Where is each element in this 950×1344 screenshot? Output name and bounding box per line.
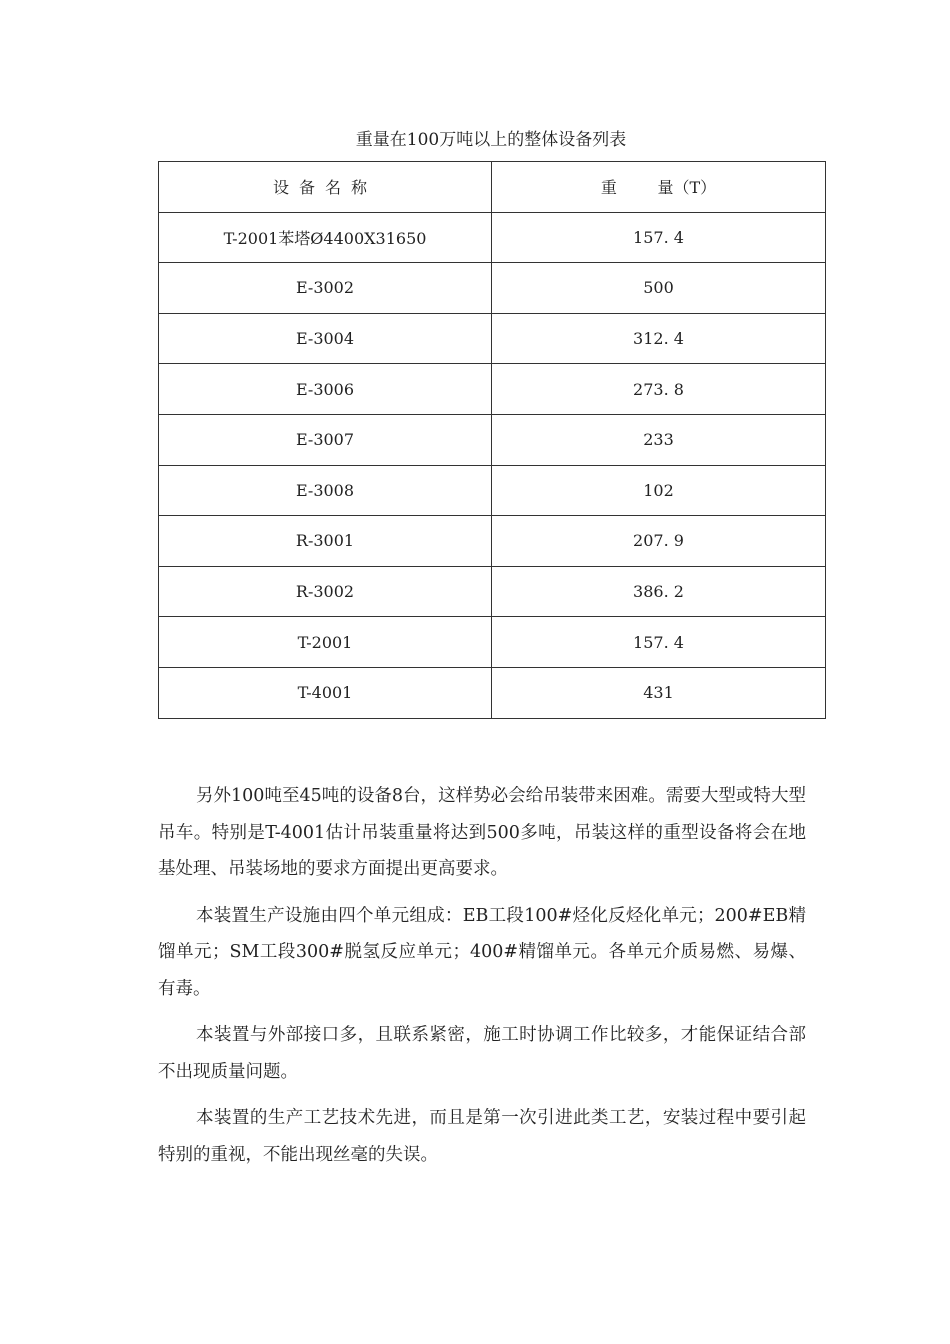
paragraph: 本装置生产设施由四个单元组成：EB工段100#烃化反烃化单元；200#EB精馏单元；SM工段300#脱氢反应单元；400#精馏单元。各单元介质易燃、易爆、有毒。: [158, 905, 806, 999]
body-text: [158, 778, 806, 1183]
equipment-name-cell: T-2001苯塔Ø4400X31650: [159, 212, 492, 263]
paragraph: 本装置与外部接口多，且联系紧密，施工时协调工作比较多，才能保证结合部不出现质量问题。: [158, 1025, 806, 1082]
equipment-name-cell: T-2001: [159, 617, 492, 668]
column-header-name: 设备名称: [159, 162, 492, 213]
table-row: [159, 212, 826, 263]
equipment-name-cell: E-3007: [159, 414, 492, 465]
table-title: 重量在100万吨以上的整体设备列表: [355, 130, 627, 150]
weight-cell: 431: [492, 667, 826, 718]
equipment-name-cell: E-3004: [159, 313, 492, 364]
equipment-name-cell: R-3002: [159, 566, 492, 617]
weight-cell: 157. 4: [492, 617, 826, 668]
weight-cell: 386. 2: [492, 566, 826, 617]
table-row: [159, 414, 826, 465]
paragraph: 本装置的生产工艺技术先进，而且是第一次引进此类工艺，安装过程中要引起特别的重视，不能出现丝毫的失误。: [158, 1108, 806, 1165]
weight-cell: 500: [492, 263, 826, 314]
table-row: [159, 313, 826, 364]
weight-cell: 312. 4: [492, 313, 826, 364]
table-row: [159, 667, 826, 718]
equipment-name-cell: E-3002: [159, 263, 492, 314]
table-row: [159, 516, 826, 567]
table-header-row: [159, 162, 826, 213]
table-row: [159, 617, 826, 668]
table-row: [159, 465, 826, 516]
equipment-table: [158, 161, 826, 719]
column-header-weight: 重 量（T）: [492, 162, 826, 213]
table-row: [159, 566, 826, 617]
equipment-name-cell: E-3008: [159, 465, 492, 516]
table-row: [159, 263, 826, 314]
table-row: [159, 364, 826, 415]
weight-cell: 233: [492, 414, 826, 465]
weight-cell: 273. 8: [492, 364, 826, 415]
weight-cell: 102: [492, 465, 826, 516]
weight-cell: 157. 4: [492, 212, 826, 263]
paragraph: 另外100吨至45吨的设备8台，这样势必会给吊装带来困难。需要大型或特大型吊车。特别是T-4001估计吊装重量将达到500多吨，吊装这样的重型设备将会在地基处理、吊装场地的要求方面提出更高要求。: [158, 786, 806, 879]
equipment-name-cell: T-4001: [159, 667, 492, 718]
equipment-name-cell: E-3006: [159, 364, 492, 415]
weight-cell: 207. 9: [492, 516, 826, 567]
equipment-name-cell: R-3001: [159, 516, 492, 567]
